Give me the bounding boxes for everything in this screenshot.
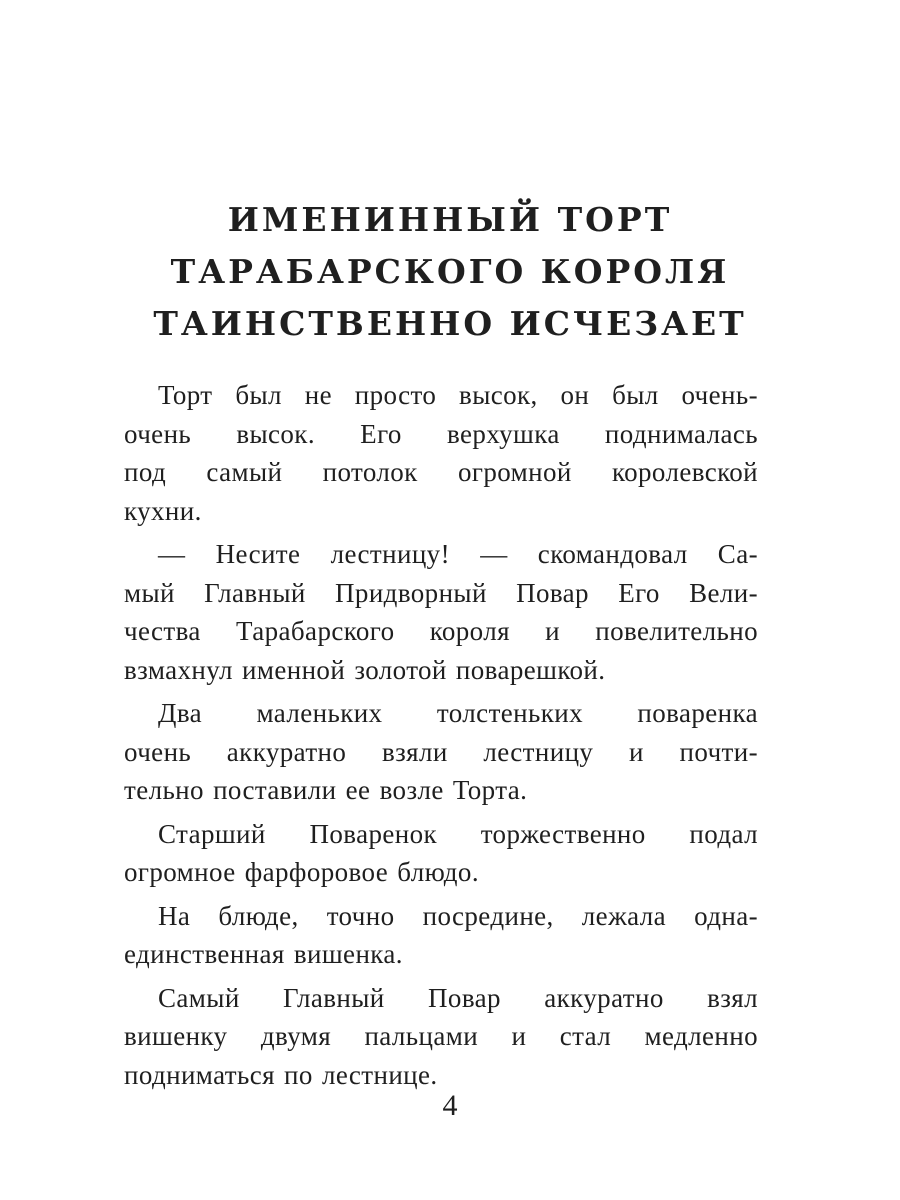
paragraph bbox=[124, 535, 758, 689]
text-line: под самый потолок огромной королевской bbox=[124, 457, 758, 487]
text-line: Самый Главный Повар аккуратно взял bbox=[158, 982, 758, 1013]
text-line: взмахнул именной золотой поварешкой. bbox=[124, 654, 606, 685]
paragraph bbox=[124, 979, 758, 1095]
paragraph bbox=[124, 897, 758, 974]
text-line: кухни. bbox=[124, 495, 202, 526]
text-line: Старший Поваренок торжественно подал bbox=[158, 818, 758, 849]
paragraph bbox=[124, 815, 758, 892]
page-number: 4 bbox=[442, 1089, 458, 1122]
text-line: мый Главный Придворный Повар Его Вели- bbox=[124, 577, 758, 608]
text-line: единственная вишенка. bbox=[124, 939, 403, 969]
text-line: Торт был не просто высок, он был очень- bbox=[158, 380, 758, 410]
text-line: тельно поставили ее возле Торта. bbox=[124, 775, 528, 805]
chapter-title bbox=[110, 194, 790, 350]
text-line: чества Тарабарского короля и повелительно bbox=[124, 616, 758, 646]
text-line: Два маленьких толстеньких поваренка bbox=[158, 698, 758, 728]
text-line: очень аккуратно взяли лестницу и почти- bbox=[124, 736, 758, 767]
chapter-body bbox=[124, 376, 758, 1099]
text-line: огромное фарфоровое блюдо. bbox=[124, 857, 479, 887]
chapter-title-line: ТАРАБАРСКОГО КОРОЛЯ bbox=[170, 252, 730, 291]
chapter-title-line: ТАИНСТВЕННО ИСЧЕЗАЕТ bbox=[153, 304, 747, 343]
chapter-title-line: ИМЕНИННЫЙ ТОРТ bbox=[227, 200, 673, 239]
paragraph bbox=[124, 694, 758, 810]
text-line: подниматься по лестнице. bbox=[124, 1059, 438, 1090]
text-line: — Несите лестницу! — скомандовал Са- bbox=[158, 539, 758, 569]
text-line: вишенку двумя пальцами и стал медленно bbox=[124, 1021, 758, 1051]
text-line: очень высок. Его верхушка поднималась bbox=[124, 418, 758, 449]
text-line: На блюде, точно посредине, лежала одна- bbox=[158, 900, 758, 931]
paragraph bbox=[124, 376, 758, 530]
